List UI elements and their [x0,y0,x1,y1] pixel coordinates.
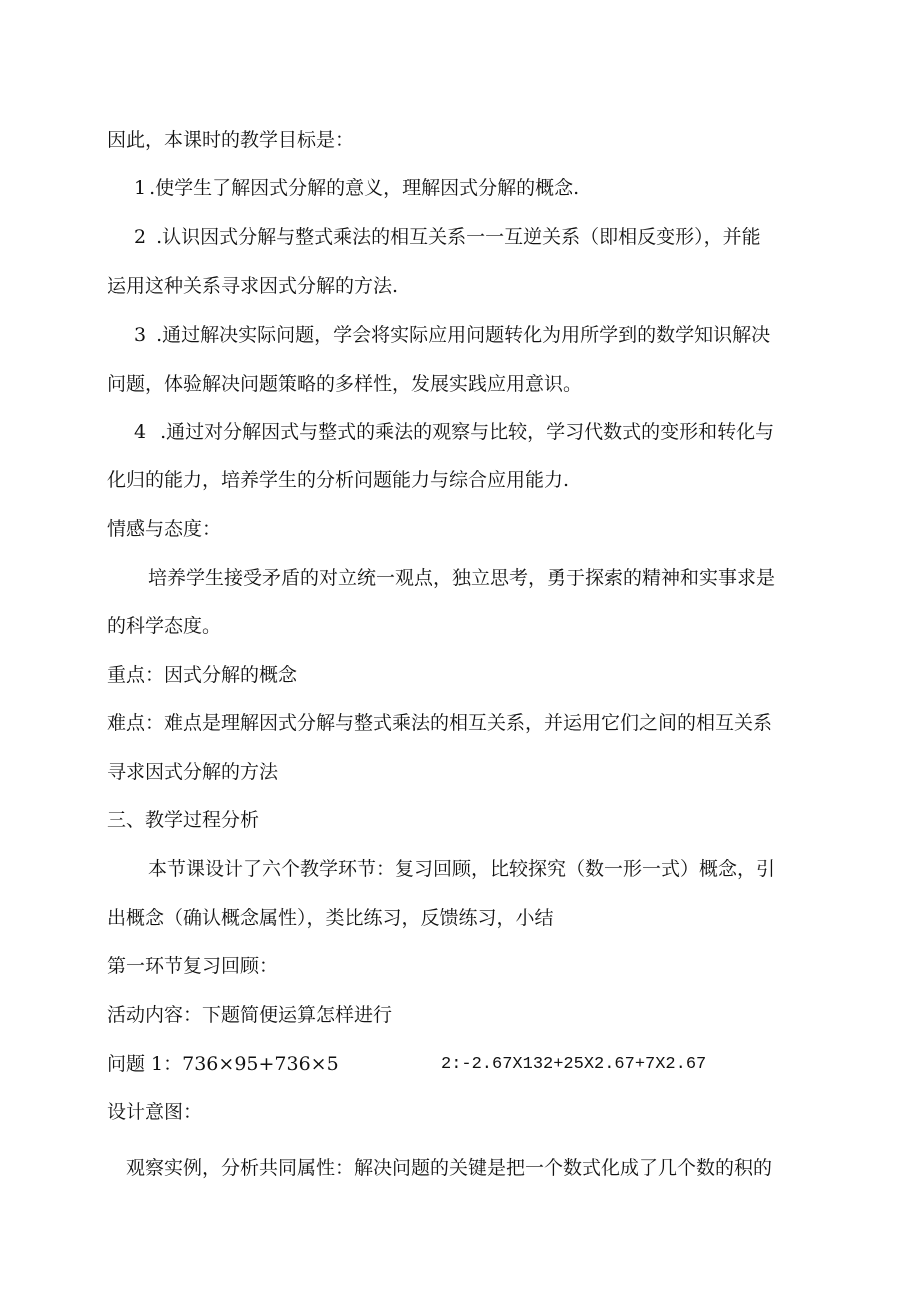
activity-content: 活动内容：下题简便运算怎样进行 [107,1004,393,1026]
section-paragraph: 本节课设计了六个教学环节：复习回顾，比较探究（数一形一式）概念，引 [148,858,776,880]
emotion-text: 培养学生接受矛盾的对立统一观点，独立思考，勇于探索的精神和实事求是 [148,567,776,589]
step-heading: 第一环节复习回顾： [107,955,279,977]
goal-4-continuation: 化归的能力，培养学生的分析问题能力与综合应用能力. [107,469,570,491]
goal-2 [134,225,761,249]
design-intent-heading: 设计意图： [107,1101,203,1123]
emotion-text-continuation: 的科学态度。 [107,615,222,637]
goal-number: 3 [134,324,147,346]
emotion-heading: 情感与态度： [107,518,222,540]
problem-1: 问题 1：736×95+736×5 [107,1053,339,1075]
key-point: 重点：因式分解的概念 [107,664,298,686]
difficulty-text-continuation: 寻求因式分解的方法 [107,761,279,783]
goal-text: .通过对分解因式与整式的乘法的观察与比较，学习代数式的变形和转化与 [160,421,775,443]
section-paragraph-continuation: 出概念（确认概念属性），类比练习，反馈练习，小结 [107,907,554,929]
goal-text: .通过解决实际问题，学会将实际应用问题转化为用所学到的数学知识解决 [156,324,771,346]
design-intent-text: 观察实例，分析共同属性：解决问题的关键是把一个数式化成了几个数的积的 [126,1157,773,1179]
intro-text: 因此，本课时的教学目标是： [107,129,355,151]
goal-text: .使学生了解因式分解的意义，理解因式分解的概念. [149,177,580,199]
goal-number: 1 [134,177,147,199]
goal-text: .认识因式分解与整式乘法的相互关系一一互逆关系（即相反变形），并能 [156,226,761,248]
goal-number: 2 [134,226,147,248]
goal-3-continuation: 问题，体验解决问题策略的多样性，发展实践应用意识。 [107,373,583,395]
difficulty-text: 难点：难点是理解因式分解与整式乘法的相互关系，并运用它们之间的相互关系 [107,712,773,734]
section-heading: 三、教学过程分析 [107,809,260,831]
goal-1 [134,176,579,200]
goal-3 [134,323,770,347]
goal-4 [134,420,774,444]
goal-2-continuation: 运用这种关系寻求因式分解的方法. [107,275,399,297]
problem-2: 2:-2.67X132+25X2.67+7X2.67 [441,1055,707,1074]
goal-number: 4 [134,421,147,443]
